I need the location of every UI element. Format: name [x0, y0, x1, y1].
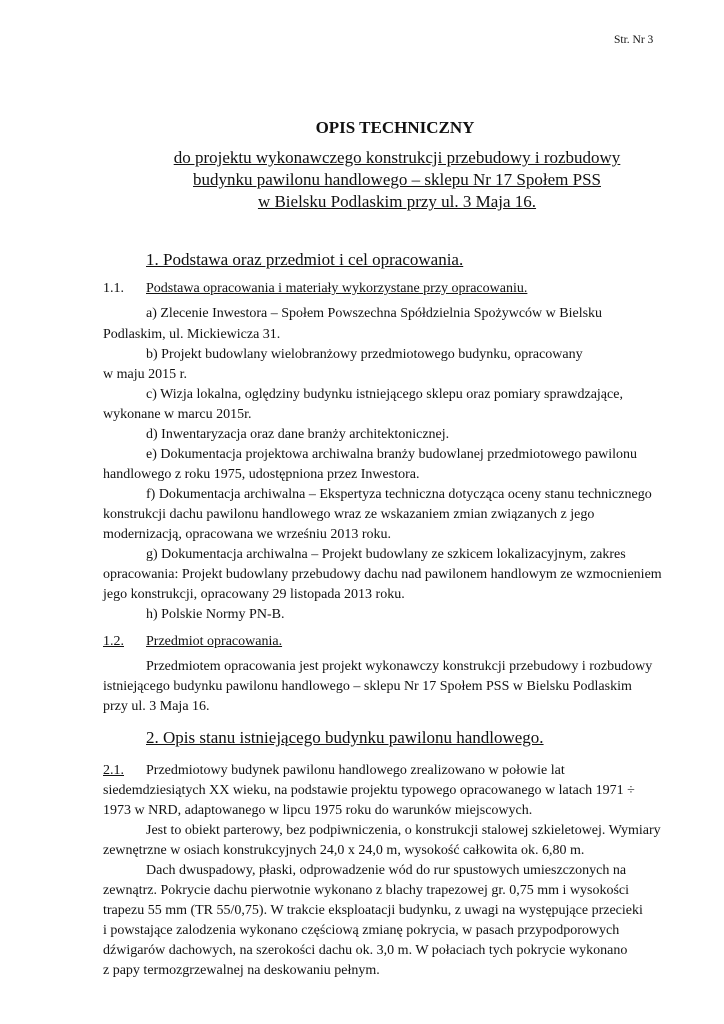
paragraph-line: c) Wizja lokalna, oględziny budynku istniejącego sklepu oraz pomiary sprawdzające,: [146, 387, 623, 402]
document-subtitle-line: do projektu wykonawczego konstrukcji przebudowy i rozbudowy: [173, 148, 621, 167]
paragraph-line: e) Dokumentacja projektowa archiwalna branży budowlanej przedmiotowego pawilonu: [146, 447, 637, 462]
paragraph-line: zewnętrzne w osiach konstrukcyjnych 24,0 x 24,0 m, wysokość całkowita ok. 6,80 m.: [103, 843, 585, 858]
paragraph-line: w maju 2015 r.: [103, 367, 187, 382]
paragraph-line: Przedmiotem opracowania jest projekt wykonawczy konstrukcji przebudowy i rozbudowy: [146, 659, 653, 674]
paragraph-line: trapezu 55 mm (TR 55/0,75). W trakcie eksploatacji budynku, z uwagi na występujące przecieki: [103, 903, 643, 918]
document-subtitle-line: w Bielsku Podlaskim przy ul. 3 Maja 16.: [257, 192, 537, 211]
paragraph-line: dźwigarów dachowych, na szerokości dachu ok. 3,0 m. W połaciach tych pokrycie wykonano: [103, 943, 628, 958]
paragraph-line: Dach dwuspadowy, płaski, odprowadzenie wód do rur spustowych umieszczonych na: [146, 863, 627, 878]
subsection-1-2-heading: Przedmiot opracowania.: [146, 634, 283, 649]
page-number: Str. Nr 3: [614, 34, 654, 46]
paragraph-line: a) Zlecenie Inwestora – Społem Powszechna Spółdzielnia Spożywców w Bielsku: [146, 306, 603, 321]
paragraph-line: 1973 w NRD, adaptowanego w lipcu 1975 roku do warunków miejscowych.: [103, 803, 533, 818]
paragraph-line: przy ul. 3 Maja 16.: [103, 699, 210, 714]
paragraph-line: istniejącego budynku pawilonu handlowego – sklepu Nr 17 Społem PSS w Bielsku Podlaskim: [103, 679, 632, 694]
paragraph-line: siedemdziesiątych XX wieku, na podstawie projektu typowego opracowanego w latach 1971 ÷: [103, 783, 635, 798]
paragraph-line: z papy termozgrzewalnej na deskowaniu pełnym.: [103, 963, 380, 978]
paragraph-line: handlowego z roku 1975, udostępniona przez Inwestora.: [103, 467, 420, 482]
paragraph-line: d) Inwentaryzacja oraz dane branży architektonicznej.: [146, 427, 450, 442]
paragraph-line: b) Projekt budowlany wielobranżowy przedmiotowego budynku, opracowany: [146, 347, 583, 362]
document-title: OPIS TECHNICZNY: [315, 118, 475, 137]
paragraph-line: i powstające zalodzenia wykonano częściową zmianę pokrycia, w pasach przypodporowych: [103, 923, 620, 938]
paragraph-line: modernizacją, opracowana we wrześniu 2013 roku.: [103, 527, 392, 542]
paragraph-line: wykonane w marcu 2015r.: [103, 407, 252, 422]
subsection-1-1-heading: Podstawa opracowania i materiały wykorzystane przy opracowaniu.: [146, 281, 528, 296]
subsection-1-2-number: 1.2.: [103, 634, 124, 649]
paragraph-line: Jest to obiekt parterowy, bez podpiwniczenia, o konstrukcji stalowej szkieletowej. Wymiary: [146, 823, 661, 838]
paragraph-line: Przedmiotowy budynek pawilonu handlowego zrealizowano w połowie lat: [146, 763, 565, 778]
subsection-2-1-number: 2.1.: [103, 763, 124, 778]
paragraph-line: Podlaskim, ul. Mickiewicza 31.: [103, 327, 281, 342]
paragraph-line: g) Dokumentacja archiwalna – Projekt budowlany ze szkicem lokalizacyjnym, zakres: [146, 547, 626, 562]
paragraph-line: jego konstrukcji, opracowany 29 listopada 2013 roku.: [103, 587, 405, 602]
paragraph-line: f) Dokumentacja archiwalna – Ekspertyza techniczna dotycząca oceny stanu technicznego: [146, 487, 652, 502]
paragraph-line: konstrukcji dachu pawilonu handlowego wraz ze wskazaniem zmian związanych z jego: [103, 507, 595, 522]
paragraph-line: opracowania: Projekt budowlany przebudowy dachu nad pawilonem handlowym ze wzmocnieniem: [103, 567, 662, 582]
section-1-heading: 1. Podstawa oraz przedmiot i cel opracowania.: [146, 250, 464, 269]
document-subtitle-line: budynku pawilonu handlowego – sklepu Nr 17 Społem PSS: [193, 170, 601, 189]
section-2-heading: 2. Opis stanu istniejącego budynku pawilonu handlowego.: [146, 728, 544, 747]
paragraph-line: h) Polskie Normy PN-B.: [146, 607, 285, 622]
paragraph-line: zewnątrz. Pokrycie dachu pierwotnie wykonano z blachy trapezowej gr. 0,75 mm i wysokości: [103, 883, 630, 898]
subsection-1-1-number: 1.1.: [103, 281, 124, 296]
